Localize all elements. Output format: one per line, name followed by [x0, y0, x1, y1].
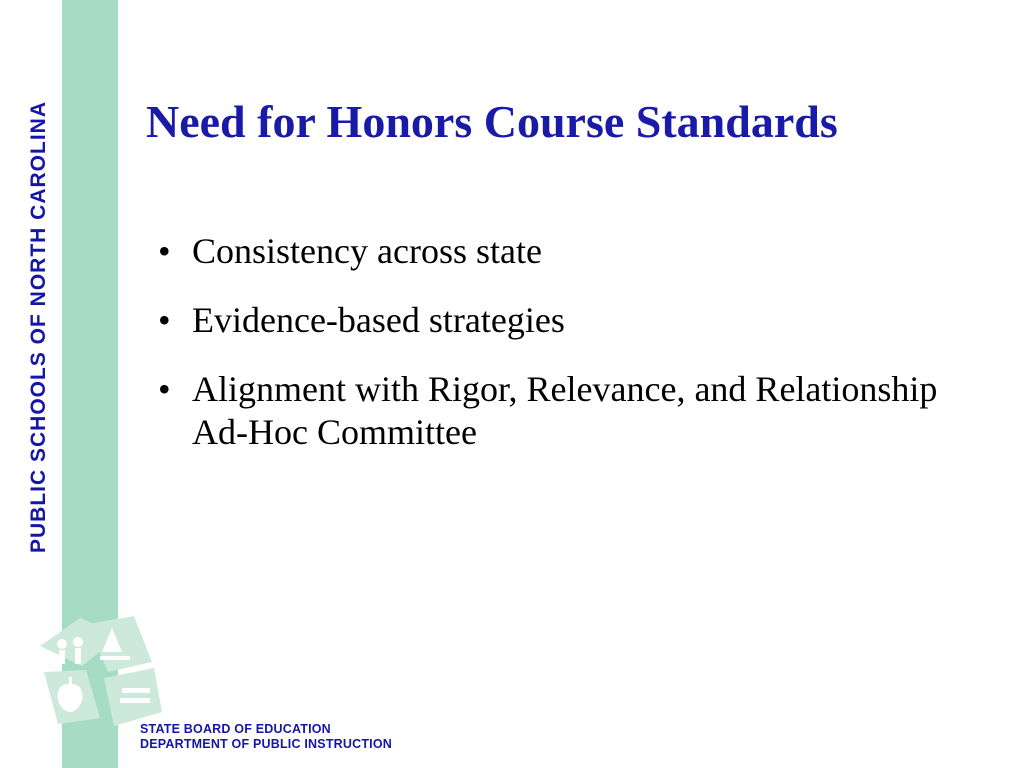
bullet-text: Consistency across state	[192, 231, 542, 271]
footer-line-department: DEPARTMENT OF PUBLIC INSTRUCTION	[140, 737, 392, 751]
bullet-marker: •	[158, 231, 171, 271]
vertical-org-label	[26, 28, 52, 626]
footer-line-board: STATE BOARD OF EDUCATION	[140, 722, 331, 736]
slide-title: Need for Honors Course Standards	[146, 96, 838, 147]
bullet-item	[158, 230, 978, 273]
bullet-text: Evidence-based strategies	[192, 300, 565, 340]
footer	[140, 722, 392, 752]
bullet-list	[158, 230, 978, 480]
bullet-item	[158, 299, 978, 342]
bullet-marker: •	[158, 369, 171, 409]
bullet-text: Alignment with Rigor, Relevance, and Relationship Ad-Hoc Committee	[192, 369, 938, 452]
bullet-marker: •	[158, 300, 171, 340]
vertical-org-label-text: PUBLIC SCHOOLS OF NORTH CAROLINA	[27, 101, 50, 553]
bullet-item	[158, 368, 978, 454]
